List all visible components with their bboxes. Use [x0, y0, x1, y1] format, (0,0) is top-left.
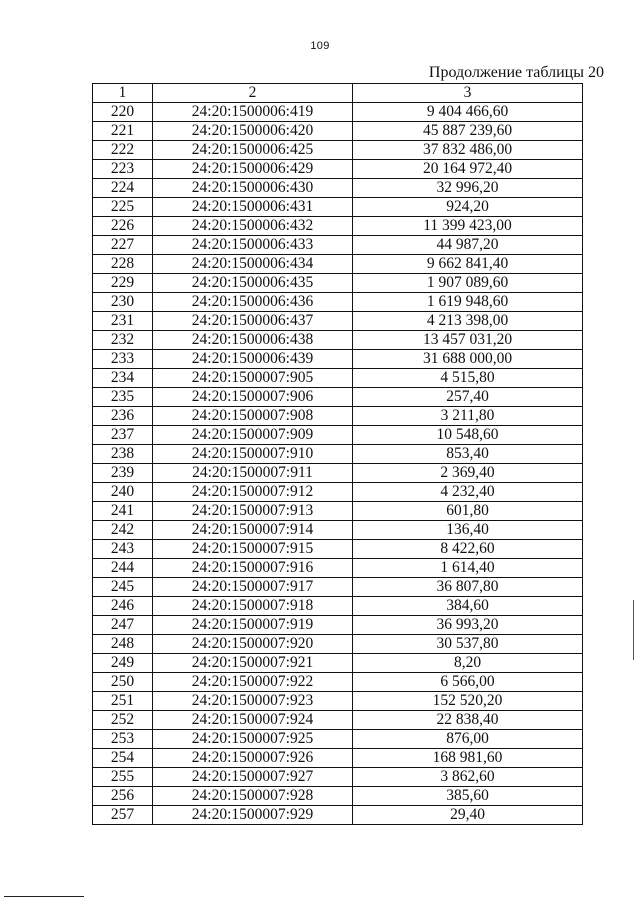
cadastral-number-cell: 24:20:1500006:439	[153, 350, 353, 369]
table-row	[93, 445, 583, 464]
cadastral-number-cell: 24:20:1500007:908	[153, 407, 353, 426]
table-row	[93, 711, 583, 730]
row-number-cell: 250	[93, 673, 153, 692]
cadastral-number-cell: 24:20:1500006:431	[153, 198, 353, 217]
table-row	[93, 692, 583, 711]
table-row	[93, 179, 583, 198]
row-number-cell: 254	[93, 749, 153, 768]
cadastral-number-cell: 24:20:1500007:924	[153, 711, 353, 730]
value-cell: 257,40	[353, 388, 583, 407]
row-number-cell: 229	[93, 274, 153, 293]
value-cell: 45 887 239,60	[353, 122, 583, 141]
cadastral-number-cell: 24:20:1500007:926	[153, 749, 353, 768]
value-cell: 1 619 948,60	[353, 293, 583, 312]
cadastral-number-cell: 24:20:1500007:905	[153, 369, 353, 388]
row-number-cell: 225	[93, 198, 153, 217]
row-number-cell: 224	[93, 179, 153, 198]
header-cell-col3: 3	[353, 84, 583, 103]
header-row	[93, 84, 583, 103]
cadastral-number-cell: 24:20:1500007:914	[153, 521, 353, 540]
row-number-cell: 223	[93, 160, 153, 179]
table-row	[93, 673, 583, 692]
table-row	[93, 483, 583, 502]
row-number-cell: 245	[93, 578, 153, 597]
cadastral-number-cell: 24:20:1500007:909	[153, 426, 353, 445]
row-number-cell: 257	[93, 806, 153, 825]
cadastral-number-cell: 24:20:1500007:922	[153, 673, 353, 692]
row-number-cell: 251	[93, 692, 153, 711]
row-number-cell: 252	[93, 711, 153, 730]
cadastral-number-cell: 24:20:1500007:921	[153, 654, 353, 673]
table-row	[93, 141, 583, 160]
table-row	[93, 217, 583, 236]
cadastral-number-cell: 24:20:1500007:915	[153, 540, 353, 559]
table-row	[93, 654, 583, 673]
table-row	[93, 312, 583, 331]
row-number-cell: 230	[93, 293, 153, 312]
cadastral-number-cell: 24:20:1500007:911	[153, 464, 353, 483]
table-row	[93, 122, 583, 141]
value-cell: 876,00	[353, 730, 583, 749]
table-body	[93, 103, 583, 825]
table-row	[93, 806, 583, 825]
cadastral-number-cell: 24:20:1500007:925	[153, 730, 353, 749]
value-cell: 8 422,60	[353, 540, 583, 559]
table-row	[93, 103, 583, 122]
table-row	[93, 787, 583, 806]
table-caption: Продолжение таблицы 20	[428, 64, 604, 81]
row-number-cell: 220	[93, 103, 153, 122]
cadastral-number-cell: 24:20:1500006:436	[153, 293, 353, 312]
row-number-cell: 226	[93, 217, 153, 236]
cadastral-number-cell: 24:20:1500007:927	[153, 768, 353, 787]
value-cell: 152 520,20	[353, 692, 583, 711]
value-cell: 11 399 423,00	[353, 217, 583, 236]
table-row	[93, 274, 583, 293]
value-cell: 2 369,40	[353, 464, 583, 483]
row-number-cell: 249	[93, 654, 153, 673]
table-row	[93, 730, 583, 749]
value-cell: 4 213 398,00	[353, 312, 583, 331]
value-cell: 168 981,60	[353, 749, 583, 768]
table-row	[93, 331, 583, 350]
footer-rule	[4, 896, 84, 897]
row-number-cell: 244	[93, 559, 153, 578]
value-cell: 36 807,80	[353, 578, 583, 597]
cadastral-number-cell: 24:20:1500006:438	[153, 331, 353, 350]
cadastral-number-cell: 24:20:1500006:430	[153, 179, 353, 198]
table-row	[93, 578, 583, 597]
value-cell: 3 862,60	[353, 768, 583, 787]
table-row	[93, 198, 583, 217]
row-number-cell: 242	[93, 521, 153, 540]
value-cell: 30 537,80	[353, 635, 583, 654]
value-cell: 385,60	[353, 787, 583, 806]
cadastral-number-cell: 24:20:1500007:912	[153, 483, 353, 502]
table-row	[93, 540, 583, 559]
row-number-cell: 243	[93, 540, 153, 559]
cadastral-number-cell: 24:20:1500006:432	[153, 217, 353, 236]
table-row	[93, 464, 583, 483]
row-number-cell: 231	[93, 312, 153, 331]
row-number-cell: 240	[93, 483, 153, 502]
table-row	[93, 293, 583, 312]
table-row	[93, 350, 583, 369]
value-cell: 20 164 972,40	[353, 160, 583, 179]
table-row	[93, 388, 583, 407]
cadastral-number-cell: 24:20:1500007:920	[153, 635, 353, 654]
cadastral-number-cell: 24:20:1500006:435	[153, 274, 353, 293]
cadastral-number-cell: 24:20:1500007:910	[153, 445, 353, 464]
value-cell: 31 688 000,00	[353, 350, 583, 369]
table-row	[93, 559, 583, 578]
row-number-cell: 247	[93, 616, 153, 635]
table-row	[93, 407, 583, 426]
row-number-cell: 255	[93, 768, 153, 787]
value-cell: 4 232,40	[353, 483, 583, 502]
cadastral-number-cell: 24:20:1500006:437	[153, 312, 353, 331]
value-cell: 22 838,40	[353, 711, 583, 730]
cadastral-number-cell: 24:20:1500007:929	[153, 806, 353, 825]
page-number: 109	[310, 40, 330, 52]
row-number-cell: 221	[93, 122, 153, 141]
row-number-cell: 227	[93, 236, 153, 255]
row-number-cell: 233	[93, 350, 153, 369]
row-number-cell: 222	[93, 141, 153, 160]
value-cell: 29,40	[353, 806, 583, 825]
header-cell-col1: 1	[93, 84, 153, 103]
row-number-cell: 236	[93, 407, 153, 426]
value-cell: 13 457 031,20	[353, 331, 583, 350]
cadastral-number-cell: 24:20:1500006:425	[153, 141, 353, 160]
table-row	[93, 236, 583, 255]
value-cell: 1 614,40	[353, 559, 583, 578]
value-cell: 9 662 841,40	[353, 255, 583, 274]
data-table	[92, 83, 583, 825]
value-cell: 1 907 089,60	[353, 274, 583, 293]
table-row	[93, 521, 583, 540]
cadastral-number-cell: 24:20:1500006:429	[153, 160, 353, 179]
row-number-cell: 237	[93, 426, 153, 445]
table-row	[93, 426, 583, 445]
cadastral-number-cell: 24:20:1500006:434	[153, 255, 353, 274]
row-number-cell: 246	[93, 597, 153, 616]
cadastral-number-cell: 24:20:1500007:917	[153, 578, 353, 597]
value-cell: 6 566,00	[353, 673, 583, 692]
cadastral-number-cell: 24:20:1500007:923	[153, 692, 353, 711]
table-row	[93, 616, 583, 635]
value-cell: 384,60	[353, 597, 583, 616]
row-number-cell: 228	[93, 255, 153, 274]
row-number-cell: 235	[93, 388, 153, 407]
cadastral-number-cell: 24:20:1500007:906	[153, 388, 353, 407]
cadastral-number-cell: 24:20:1500007:928	[153, 787, 353, 806]
header-cell-col2: 2	[153, 84, 353, 103]
value-cell: 601,80	[353, 502, 583, 521]
table-row	[93, 502, 583, 521]
value-cell: 8,20	[353, 654, 583, 673]
value-cell: 4 515,80	[353, 369, 583, 388]
table-row	[93, 369, 583, 388]
row-number-cell: 232	[93, 331, 153, 350]
value-cell: 44 987,20	[353, 236, 583, 255]
value-cell: 36 993,20	[353, 616, 583, 635]
value-cell: 924,20	[353, 198, 583, 217]
table-row	[93, 635, 583, 654]
table-row	[93, 597, 583, 616]
value-cell: 136,40	[353, 521, 583, 540]
table-row	[93, 160, 583, 179]
cadastral-number-cell: 24:20:1500006:433	[153, 236, 353, 255]
value-cell: 3 211,80	[353, 407, 583, 426]
row-number-cell: 248	[93, 635, 153, 654]
cadastral-number-cell: 24:20:1500006:419	[153, 103, 353, 122]
row-number-cell: 253	[93, 730, 153, 749]
row-number-cell: 238	[93, 445, 153, 464]
row-number-cell: 241	[93, 502, 153, 521]
table-row	[93, 768, 583, 787]
value-cell: 10 548,60	[353, 426, 583, 445]
value-cell: 853,40	[353, 445, 583, 464]
scan-margin-line	[633, 600, 634, 660]
cadastral-number-cell: 24:20:1500007:916	[153, 559, 353, 578]
row-number-cell: 234	[93, 369, 153, 388]
table-row	[93, 749, 583, 768]
table-header	[93, 84, 583, 103]
value-cell: 9 404 466,60	[353, 103, 583, 122]
value-cell: 32 996,20	[353, 179, 583, 198]
cadastral-number-cell: 24:20:1500007:913	[153, 502, 353, 521]
row-number-cell: 256	[93, 787, 153, 806]
cadastral-number-cell: 24:20:1500007:919	[153, 616, 353, 635]
row-number-cell: 239	[93, 464, 153, 483]
table-row	[93, 255, 583, 274]
cadastral-number-cell: 24:20:1500007:918	[153, 597, 353, 616]
cadastral-number-cell: 24:20:1500006:420	[153, 122, 353, 141]
value-cell: 37 832 486,00	[353, 141, 583, 160]
